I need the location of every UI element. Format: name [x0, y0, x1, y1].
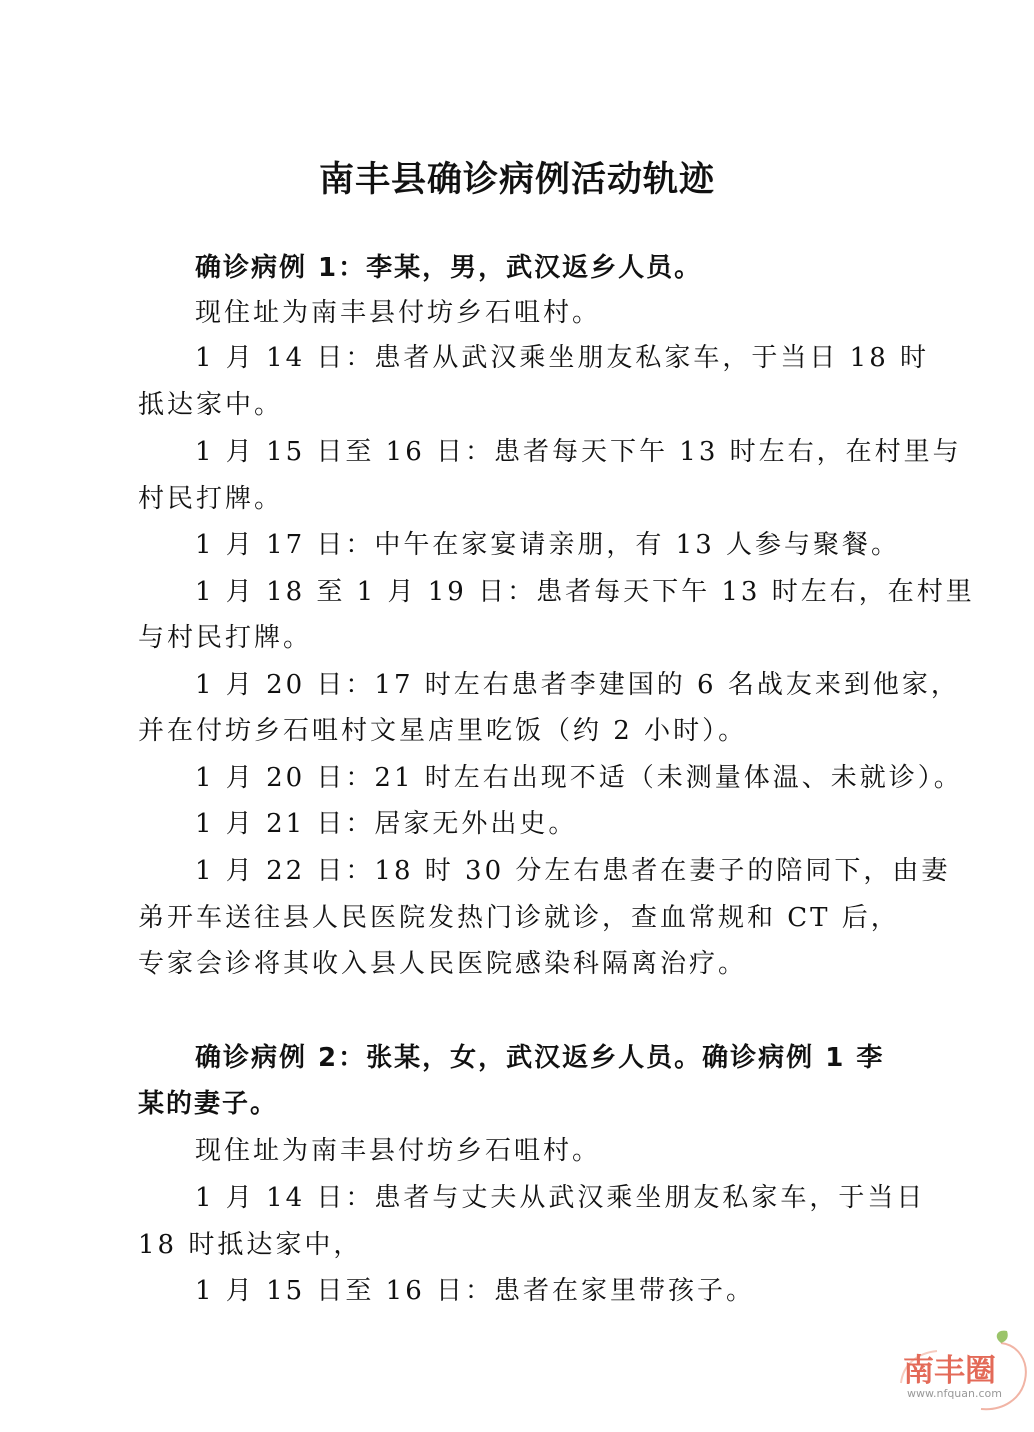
watermark-logo: [893, 1325, 1033, 1415]
case2-line: 1 月 15 日至 16 日：患者在家里带孩子。: [195, 1276, 756, 1306]
case2-heading: 确诊病例 2：张某，女，武汉返乡人员。确诊病例 1 李: [195, 1043, 885, 1073]
case1-line: 抵达家中。: [138, 390, 284, 420]
case1-line: 现住址为南丰县付坊乡石咀村。: [195, 298, 602, 328]
case2-line: 现住址为南丰县付坊乡石咀村。: [195, 1136, 602, 1166]
page-title: 南丰县确诊病例活动轨迹: [318, 160, 715, 200]
case1-line: 1 月 20 日：17 时左右患者李建国的 6 名战友来到他家，: [195, 670, 960, 700]
case1-line: 与村民打牌。: [138, 623, 313, 653]
case1-line: 1 月 17 日：中午在家宴请亲朋，有 13 人参与聚餐。: [195, 530, 901, 560]
case1-heading: 确诊病例 1：李某，男，武汉返乡人员。: [195, 253, 703, 283]
case1-line: 弟开车送往县人民医院发热门诊就诊，查血常规和 CT 后，: [138, 903, 900, 933]
watermark-text: 南丰圈: [903, 1353, 996, 1389]
case1-line: 1 月 22 日：18 时 30 分左右患者在妻子的陪同下，由妻: [195, 856, 951, 886]
case1-line: 并在付坊乡石咀村文星店里吃饭（约 2 小时）。: [138, 716, 748, 746]
case2-line: 1 月 14 日：患者与丈夫从武汉乘坐朋友私家车，于当日: [195, 1183, 926, 1213]
case1-line: 1 月 14 日：患者从武汉乘坐朋友私家车，于当日 18 时: [195, 343, 930, 373]
case1-line: 1 月 21 日：居家无外出史。: [195, 809, 578, 839]
case1-line: 1 月 15 日至 16 日：患者每天下午 13 时左右，在村里与: [195, 437, 962, 467]
case1-line: 村民打牌。: [138, 484, 284, 514]
case1-line: 1 月 18 至 1 月 19 日：患者每天下午 13 时左右，在村里: [195, 577, 975, 607]
case2-line: 18 时抵达家中，: [138, 1230, 363, 1260]
case1-line: 专家会诊将其收入县人民医院感染科隔离治疗。: [138, 949, 748, 979]
case2-heading-cont: 某的妻子。: [138, 1089, 279, 1119]
watermark-url: www.nfquan.com: [907, 1387, 1002, 1400]
case1-line: 1 月 20 日：21 时左右出现不适（未测量体温、未就诊）。: [195, 763, 963, 793]
